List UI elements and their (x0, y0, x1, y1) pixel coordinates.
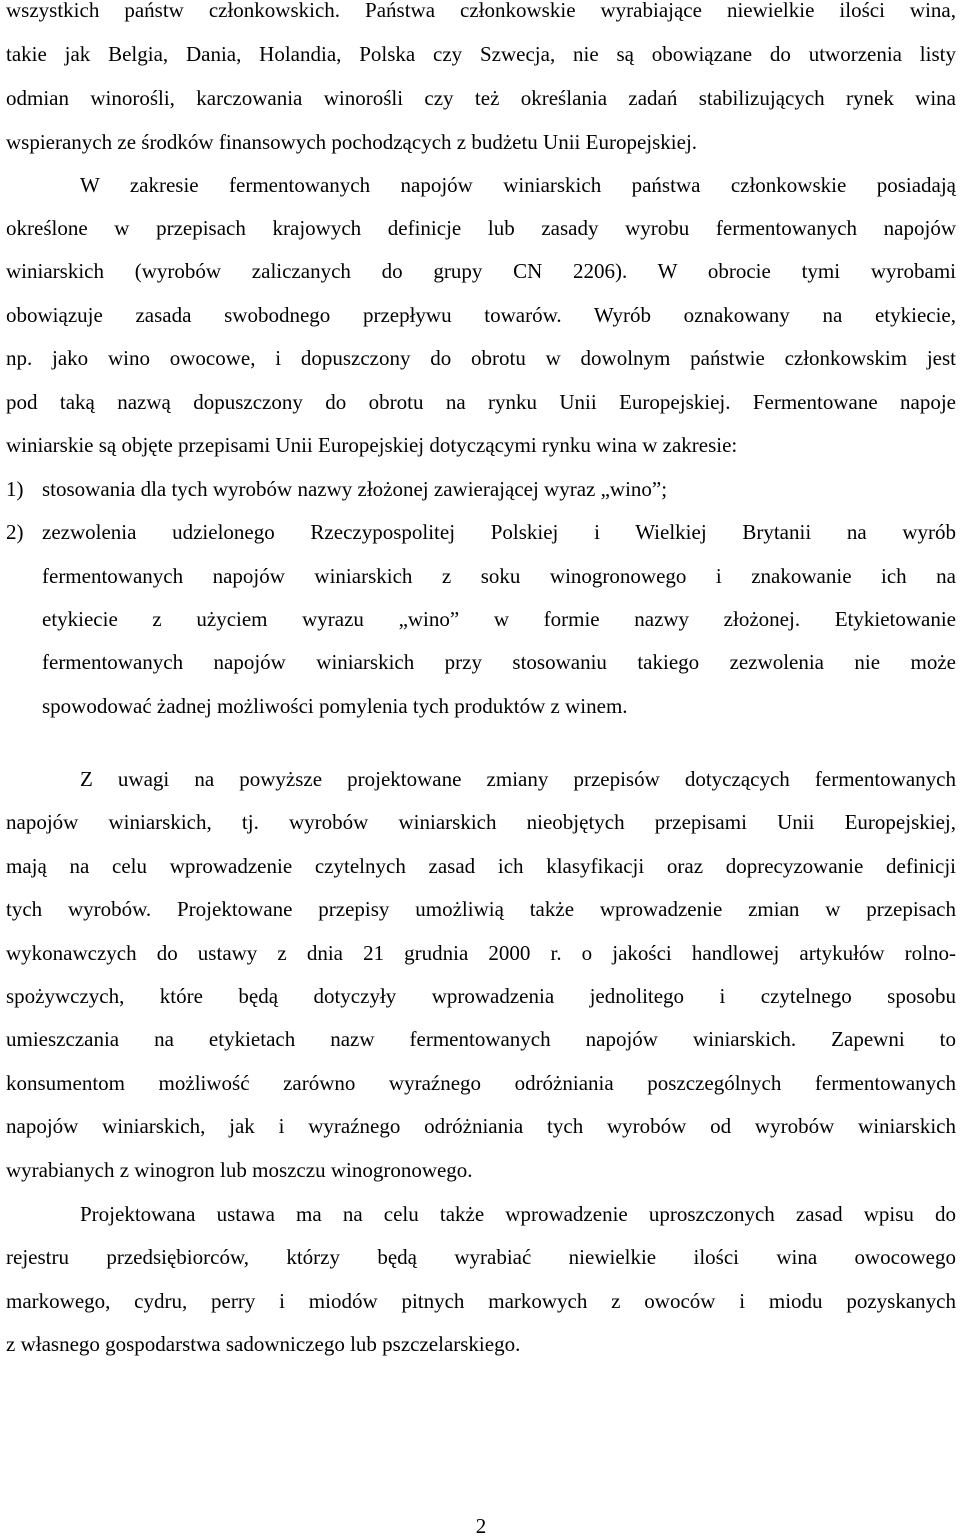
text-line: Projektowana ustawa ma na celu także wprowadzenie uproszczonych zasad wpisu do (80, 1202, 956, 1226)
text-line: rejestru przedsiębiorców, którzy będą wyrabiać niewielkie ilości wina owocowego (6, 1245, 956, 1269)
list-item-2 (6, 518, 956, 546)
text-line: wszystkich państw członkowskich. Państwa członkowskie wyrabiające niewielkie ilości wina, (6, 0, 956, 22)
list-text: zezwolenia udzielonego Rzeczypospolitej Polskiej i Wielkiej Brytanii na wyrób (42, 520, 956, 544)
list-item-2-continued (6, 562, 956, 590)
list-text: spowodować żadnej możliwości pomylenia tych produktów z winem. (42, 694, 628, 718)
text-line: napojów winiarskich, jak i wyraźnego odróżniania tych wyrobów od wyrobów winiarskich (6, 1114, 956, 1138)
text-line: mają na celu wprowadzenie czytelnych zasad ich klasyfikacji oraz doprecyzowanie definicji (6, 854, 956, 878)
text-line: winiarskie są objęte przepisami Unii Europejskiej dotyczącymi rynku wina w zakresie: (6, 433, 738, 457)
list-text: etykiecie z użyciem wyrazu „wino” w formie nazwy złożonej. Etykietowanie (42, 607, 956, 631)
text-line: obowiązuje zasada swobodnego przepływu towarów. Wyrób oznakowany na etykiecie, (6, 303, 956, 327)
page-number: 2 (475, 1514, 487, 1538)
text-line: napojów winiarskich, tj. wyrobów winiarskich nieobjętych przepisami Unii Europejskiej, (6, 810, 956, 834)
text-line: wykonawczych do ustawy z dnia 21 grudnia 2000 r. o jakości handlowej artykułów rolno- (6, 941, 956, 965)
text-line: konsumentom możliwość zarówno wyraźnego odróżniania poszczególnych fermentowanych (6, 1071, 956, 1095)
list-item-2-continued (6, 605, 956, 633)
list-number: 2) (6, 520, 24, 544)
text-line: spożywczych, które będą dotyczyły wprowadzenia jednolitego i czytelnego sposobu (6, 984, 956, 1008)
text-line: np. jako wino owocowe, i dopuszczony do obrotu w dowolnym państwie członkowskim jest (6, 346, 956, 370)
list-text: stosowania dla tych wyrobów nazwy złożonej zawierającej wyraz „wino”; (42, 477, 668, 501)
text-line: umieszczania na etykietach nazw fermentowanych napojów winiarskich. Zapewni to (6, 1027, 956, 1051)
text-line: pod taką nazwą dopuszczony do obrotu na rynku Unii Europejskiej. Fermentowane napoje (6, 390, 956, 414)
text-line: W zakresie fermentowanych napojów winiarskich państwa członkowskie posiadają (80, 173, 956, 197)
text-line: Z uwagi na powyższe projektowane zmiany przepisów dotyczących fermentowanych (80, 767, 956, 791)
text-line: odmian winorośli, karczowania winorośli czy też określania zadań stabilizujących rynek wina (6, 86, 956, 110)
list-item-1 (6, 475, 956, 503)
list-number: 1) (6, 477, 24, 501)
list-text: fermentowanych napojów winiarskich przy stosowaniu takiego zezwolenia nie może (42, 650, 956, 674)
text-line: wyrabianych z winogron lub moszczu winogronowego. (6, 1158, 473, 1182)
text-line: tych wyrobów. Projektowane przepisy umożliwią także wprowadzenie zmian w przepisach (6, 897, 956, 921)
text-line: określone w przepisach krajowych definicje lub zasady wyrobu fermentowanych napojów (6, 216, 956, 240)
text-line: winiarskich (wyrobów zaliczanych do grupy CN 2206). W obrocie tymi wyrobami (6, 259, 956, 283)
list-item-2-continued (6, 648, 956, 676)
list-text: fermentowanych napojów winiarskich z soku winogronowego i znakowanie ich na (42, 564, 956, 588)
text-line: wspieranych ze środków finansowych pochodzących z budżetu Unii Europejskiej. (6, 130, 698, 154)
text-line: markowego, cydru, perry i miodów pitnych markowych z owoców i miodu pozyskanych (6, 1289, 956, 1313)
text-line: takie jak Belgia, Dania, Holandia, Polska czy Szwecja, nie są obowiązane do utworzenia listy (6, 42, 956, 66)
list-item-2-continued (6, 692, 956, 720)
text-line: z własnego gospodarstwa sadowniczego lub pszczelarskiego. (6, 1332, 521, 1356)
